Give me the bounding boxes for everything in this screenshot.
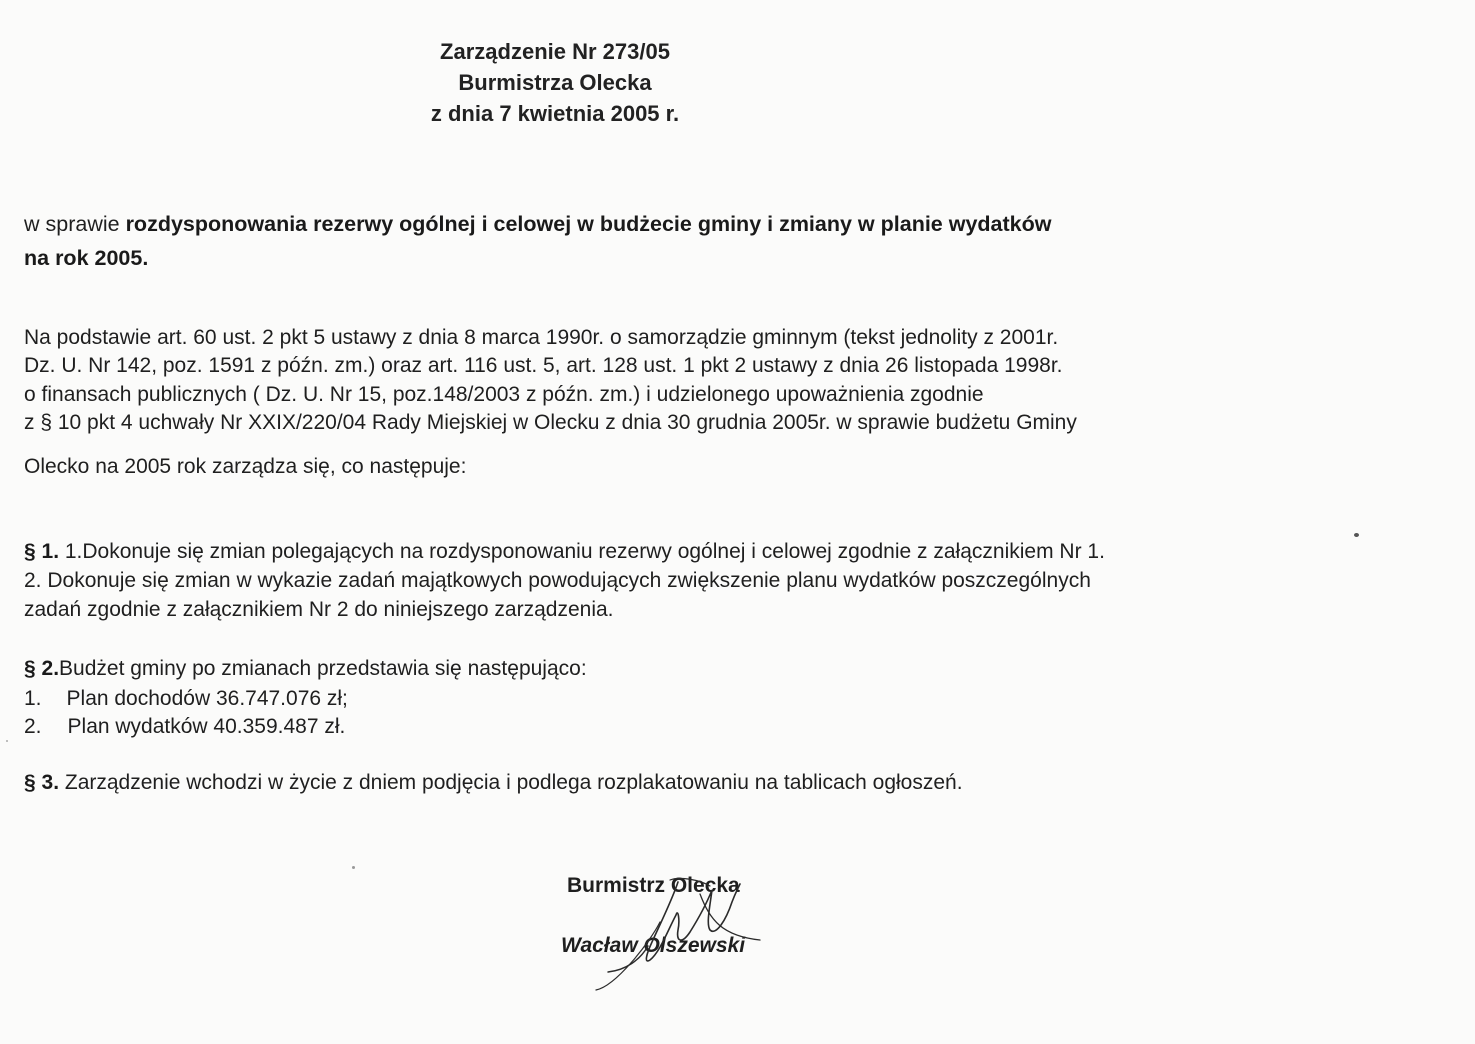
handwritten-signature-icon [560,860,800,1000]
scan-speck-icon [6,740,8,742]
section-2-mark: § 2. [24,657,60,680]
subject-lead: w sprawie [24,212,126,236]
section-1-mark: § 1. [24,540,60,563]
scan-speck-icon [1354,533,1359,537]
section-2-intro: Budżet gminy po zmianach przedstawia się następująco: [59,657,587,680]
basis-line-1: Na podstawie art. 60 ust. 2 pkt 5 ustawy z dnia 8 marca 1990r. o samorządzie gminnym (tekst jednolity z 2001r. [24,326,1059,349]
section-2-item-1-text: Plan dochodów 36.747.076 zł; [66,687,348,710]
subject-line-1 [24,211,1051,237]
basis-line-3: o finansach publicznych ( Dz. U. Nr 15, poz.148/2003 z późn. zm.) i udzielonego upoważnienia zgodnie [24,383,984,406]
header-issuer: Burmistrza Olecka [458,70,652,95]
section-1-line-2: 2. Dokonuje się zmian w wykazie zadań majątkowych powodujących zwiększenie planu wydatków poszczególnych [24,569,1091,592]
section-2-item-2-text: Plan wydatków 40.359.487 zł. [67,715,346,738]
scan-speck-icon [352,866,355,869]
section-3-text: Zarządzenie wchodzi w życie z dniem podjęcia i podlega rozplakatowaniu na tablicach ogłoszeń. [59,771,963,794]
basis-line-5: Olecko na 2005 rok zarządza się, co następuje: [24,455,467,478]
subject-bold-2: na rok 2005. [24,246,149,270]
section-2-item-1-num: 1. [24,687,42,710]
basis-line-2: Dz. U. Nr 142, poz. 1591 z późn. zm.) oraz art. 116 ust. 5, art. 128 ust. 1 pkt 2 ustawy z dnia 26 listopada 1998r. [24,354,1063,377]
section-3-mark: § 3. [24,771,60,794]
document-header [400,36,710,129]
section-3-line [24,770,963,796]
subject-line-2 [24,245,148,271]
subject-bold-1: rozdysponowania rezerwy ogólnej i celowej w budżecie gminy i zmiany w planie wydatków [125,212,1052,236]
signature-name: Wacław Olszewski [561,934,746,957]
section-2-item-2 [24,714,345,740]
section-2-item-2-num: 2. [24,715,42,738]
section-1-text-1: 1.Dokonuje się zmian polegających na rozdysponowaniu rezerwy ogólnej i celowej zgodnie z załącznikiem Nr 1. [59,540,1105,563]
section-1-line-3: zadań zgodnie z załącznikiem Nr 2 do niniejszego zarządzenia. [24,598,614,621]
header-ordinance-number: Zarządzenie Nr 273/05 [440,39,670,64]
section-1-line-1 [24,539,1105,565]
basis-line-4: z § 10 pkt 4 uchwały Nr XXIX/220/04 Rady Miejskiej w Olecku z dnia 30 grudnia 2005r. w sprawie budżetu Gminy [24,411,1077,434]
signature-title: Burmistrz Olecka [567,874,740,897]
header-date: z dnia 7 kwietnia 2005 r. [430,101,680,126]
section-2-item-1 [24,686,348,712]
section-2-intro-line [24,656,587,682]
